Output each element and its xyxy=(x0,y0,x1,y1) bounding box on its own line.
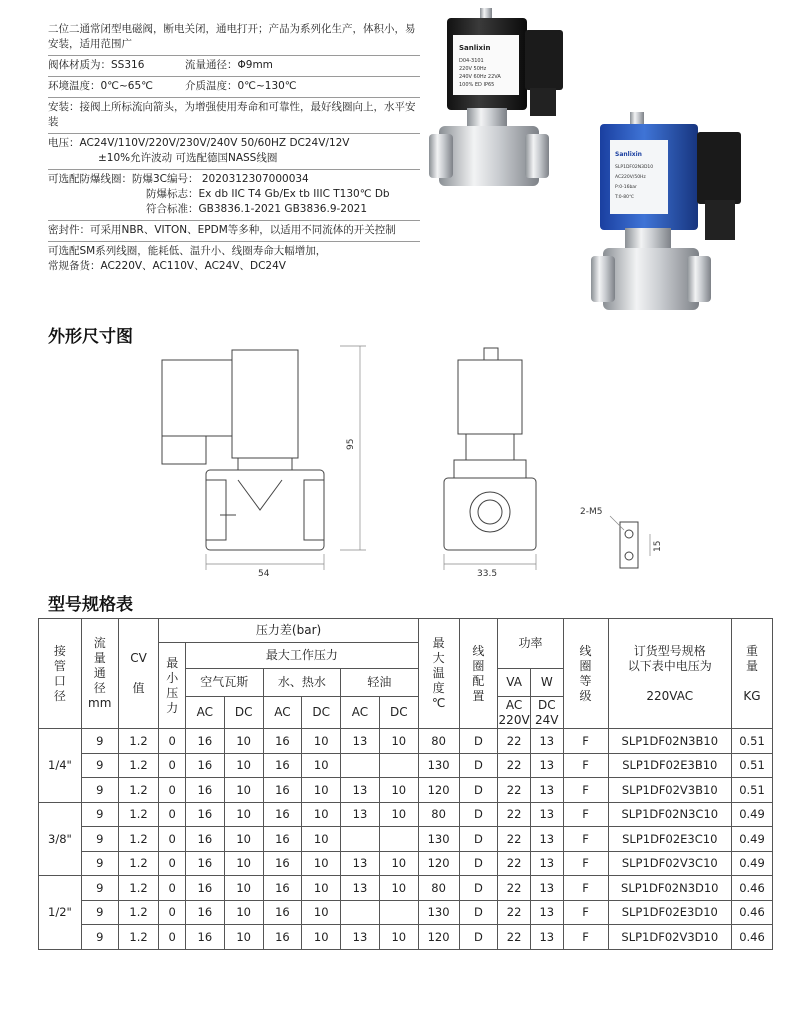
cell-oil-dc: 10 xyxy=(379,851,418,876)
spec-intro: 二位二通常闭型电磁阀，断电关闭，通电打开；产品为系列化生产，体积小，易安装，适用范围广 xyxy=(48,20,420,56)
cell-oil-dc: 10 xyxy=(379,729,418,754)
cell-air-dc: 10 xyxy=(224,876,263,901)
cell-kg: 0.46 xyxy=(732,925,773,950)
cell-min: 0 xyxy=(159,851,186,876)
table-row xyxy=(39,925,773,950)
cell-oil-ac: 13 xyxy=(341,802,380,827)
cell-temp: 80 xyxy=(418,802,459,827)
spec-ambient: 环境温度：0℃~65℃ xyxy=(48,80,153,92)
spec-table-body xyxy=(39,729,773,950)
cell-air-ac: 16 xyxy=(185,851,224,876)
cell-oil-ac: 13 xyxy=(341,729,380,754)
cell-va: 22 xyxy=(498,876,531,901)
cell-grade: F xyxy=(563,827,608,852)
cell-air-dc: 10 xyxy=(224,925,263,950)
cell-oil-ac xyxy=(341,900,380,925)
cell-water-dc: 10 xyxy=(302,827,341,852)
cell-va: 22 xyxy=(498,900,531,925)
cell-w: 13 xyxy=(530,729,563,754)
spec-voltage: 电压：AC24V/110V/220V/230V/240V 50/60HZ DC24V/12V ±10%允许波动 可选配德国NASS线圈 xyxy=(48,134,420,170)
cell-w: 13 xyxy=(530,827,563,852)
cell-air-ac: 16 xyxy=(185,925,224,950)
cell-oil-dc xyxy=(379,753,418,778)
spec-material: 阀体材质为：SS316 xyxy=(48,59,145,71)
cell-air-ac: 16 xyxy=(185,827,224,852)
spec-explosion-proof: 可选配防爆线圈：防爆3C编号： 2020312307000034 防爆标志：Ex db IIC T4 Gb/Ex tb IIIC T130℃ Db 符合标准：GB3836.1-2021 GB3836.9-2021 xyxy=(48,170,420,221)
spec-temperature-row xyxy=(48,77,420,98)
cell-oil-ac xyxy=(341,753,380,778)
header-dc24: DC 24V xyxy=(530,697,563,729)
dim-height: 95 xyxy=(346,438,356,450)
spec-description xyxy=(48,20,420,277)
cell-grade: F xyxy=(563,729,608,754)
cell-oil-dc: 10 xyxy=(379,876,418,901)
coil-label-1-line-2: 220V 50Hz xyxy=(459,66,487,72)
cell-port: 3/8" xyxy=(39,802,82,876)
table-row xyxy=(39,827,773,852)
cell-w: 13 xyxy=(530,802,563,827)
cell-air-dc: 10 xyxy=(224,851,263,876)
cell-min: 0 xyxy=(159,778,186,803)
cell-va: 22 xyxy=(498,729,531,754)
cell-model: SLP1DF02N3B10 xyxy=(608,729,732,754)
cell-grade: F xyxy=(563,851,608,876)
header-water: 水、热水 xyxy=(263,669,341,697)
valve-photo-blue-coil xyxy=(591,112,741,310)
cell-oil-ac xyxy=(341,827,380,852)
header-temp: 最大温度 ℃ xyxy=(418,619,459,729)
cell-temp: 80 xyxy=(418,876,459,901)
cell-va: 22 xyxy=(498,778,531,803)
brand-label-2: Sanlixin xyxy=(615,151,642,158)
cell-water-dc: 10 xyxy=(302,876,341,901)
front-view xyxy=(162,346,366,570)
cell-water-ac: 16 xyxy=(263,827,302,852)
cell-orifice: 9 xyxy=(81,753,118,778)
dim-holes: 2-M5 xyxy=(580,507,603,517)
header-min-pressure: 最小压力 xyxy=(159,643,186,729)
header-pressure: 压力差(bar) xyxy=(159,619,418,643)
cell-va: 22 xyxy=(498,827,531,852)
cell-orifice: 9 xyxy=(81,729,118,754)
cell-air-dc: 10 xyxy=(224,802,263,827)
cell-air-ac: 16 xyxy=(185,900,224,925)
cell-min: 0 xyxy=(159,753,186,778)
cell-kg: 0.49 xyxy=(732,827,773,852)
cell-port: 1/4" xyxy=(39,729,82,803)
model-spec-table xyxy=(38,618,773,950)
coil-label-1-line-3: 240V 60Hz 22VA xyxy=(459,74,501,80)
coil-label-1-line-1: D04-3101 xyxy=(459,58,484,64)
spec-material-row xyxy=(48,56,420,77)
cell-temp: 80 xyxy=(418,729,459,754)
cell-air-ac: 16 xyxy=(185,876,224,901)
table-row xyxy=(39,876,773,901)
cell-cv: 1.2 xyxy=(118,900,159,925)
header-max-pressure: 最大工作压力 xyxy=(185,643,418,669)
spec-medium: 介质温度：0℃~130℃ xyxy=(185,80,297,92)
cell-air-ac: 16 xyxy=(185,778,224,803)
cell-w: 13 xyxy=(530,900,563,925)
cell-model: SLP1DF02E3B10 xyxy=(608,753,732,778)
cell-kg: 0.46 xyxy=(732,900,773,925)
cell-coil: D xyxy=(459,900,498,925)
side-view xyxy=(444,348,536,570)
cell-water-ac: 16 xyxy=(263,925,302,950)
cell-cv: 1.2 xyxy=(118,778,159,803)
cell-grade: F xyxy=(563,802,608,827)
spec-install: 安装：接阀上所标流向箭头，为增强使用寿命和可靠性，最好线圈向上，水平安装 xyxy=(48,98,420,134)
header-air-dc: DC xyxy=(224,697,263,729)
brand-label-1: Sanlixin xyxy=(459,44,491,52)
cell-air-dc: 10 xyxy=(224,729,263,754)
cell-model: SLP1DF02V3D10 xyxy=(608,925,732,950)
cell-orifice: 9 xyxy=(81,827,118,852)
cell-kg: 0.49 xyxy=(732,851,773,876)
dimensions-heading: 外形尺寸图 xyxy=(48,327,133,347)
cell-water-ac: 16 xyxy=(263,900,302,925)
table-row xyxy=(39,851,773,876)
cell-grade: F xyxy=(563,876,608,901)
header-w: W xyxy=(530,669,563,697)
table-row xyxy=(39,778,773,803)
cell-oil-ac: 13 xyxy=(341,851,380,876)
cell-oil-dc: 10 xyxy=(379,925,418,950)
cell-water-ac: 16 xyxy=(263,802,302,827)
table-row xyxy=(39,900,773,925)
coil-label-1-line-4: 100% ED IP65 xyxy=(459,82,495,88)
header-oil: 轻油 xyxy=(341,669,419,697)
cell-coil: D xyxy=(459,778,498,803)
header-va: VA xyxy=(498,669,531,697)
cell-coil: D xyxy=(459,827,498,852)
cell-model: SLP1DF02E3D10 xyxy=(608,900,732,925)
cell-orifice: 9 xyxy=(81,778,118,803)
dim-hole-pitch: 15 xyxy=(653,540,663,552)
cell-air-dc: 10 xyxy=(224,753,263,778)
cell-kg: 0.46 xyxy=(732,876,773,901)
mounting-holes-view xyxy=(610,516,650,568)
cell-coil: D xyxy=(459,753,498,778)
product-photos xyxy=(425,0,785,318)
coil-label-2-line-2: AC220V/50Hz xyxy=(615,175,646,180)
cell-cv: 1.2 xyxy=(118,729,159,754)
cell-va: 22 xyxy=(498,851,531,876)
valve-photo-black-coil xyxy=(429,8,563,186)
cell-water-dc: 10 xyxy=(302,778,341,803)
cell-model: SLP1DF02V3C10 xyxy=(608,851,732,876)
cell-grade: F xyxy=(563,778,608,803)
cell-cv: 1.2 xyxy=(118,851,159,876)
header-oil-dc: DC xyxy=(379,697,418,729)
cell-temp: 130 xyxy=(418,753,459,778)
cell-air-ac: 16 xyxy=(185,802,224,827)
cell-air-dc: 10 xyxy=(224,900,263,925)
cell-water-dc: 10 xyxy=(302,925,341,950)
table-row xyxy=(39,729,773,754)
cell-va: 22 xyxy=(498,753,531,778)
cell-cv: 1.2 xyxy=(118,925,159,950)
cell-water-ac: 16 xyxy=(263,778,302,803)
cell-va: 22 xyxy=(498,802,531,827)
cell-orifice: 9 xyxy=(81,900,118,925)
cell-air-dc: 10 xyxy=(224,827,263,852)
cell-min: 0 xyxy=(159,876,186,901)
header-orifice: 流量通径 mm xyxy=(81,619,118,729)
cell-water-dc: 10 xyxy=(302,729,341,754)
cell-orifice: 9 xyxy=(81,876,118,901)
cell-oil-ac: 13 xyxy=(341,876,380,901)
header-port: 接管口径 xyxy=(39,619,82,729)
cell-min: 0 xyxy=(159,729,186,754)
cell-oil-dc: 10 xyxy=(379,802,418,827)
dim-width: 54 xyxy=(258,569,270,579)
cell-water-dc: 10 xyxy=(302,802,341,827)
cell-temp: 130 xyxy=(418,827,459,852)
cell-kg: 0.51 xyxy=(732,753,773,778)
cell-min: 0 xyxy=(159,827,186,852)
cell-coil: D xyxy=(459,729,498,754)
cell-orifice: 9 xyxy=(81,802,118,827)
cell-water-dc: 10 xyxy=(302,753,341,778)
header-order: 订货型号规格 以下表中电压为 220VAC xyxy=(608,619,732,729)
table-row xyxy=(39,802,773,827)
cell-model: SLP1DF02E3C10 xyxy=(608,827,732,852)
cell-va: 22 xyxy=(498,925,531,950)
header-water-dc: DC xyxy=(302,697,341,729)
cell-model: SLP1DF02N3C10 xyxy=(608,802,732,827)
cell-cv: 1.2 xyxy=(118,802,159,827)
cell-oil-ac: 13 xyxy=(341,778,380,803)
header-water-ac: AC xyxy=(263,697,302,729)
cell-w: 13 xyxy=(530,851,563,876)
cell-grade: F xyxy=(563,925,608,950)
cell-port: 1/2" xyxy=(39,876,82,950)
spec-coil-option: 可选配SM系列线圈，能耗低、温升小、线圈寿命大幅增加， 常规备货：AC220V、AC110V、AC24V、DC24V xyxy=(48,245,327,272)
header-air: 空气瓦斯 xyxy=(185,669,263,697)
cell-oil-dc xyxy=(379,900,418,925)
cell-air-dc: 10 xyxy=(224,778,263,803)
cell-w: 13 xyxy=(530,753,563,778)
header-power: 功率 xyxy=(498,619,563,669)
cell-temp: 120 xyxy=(418,778,459,803)
cell-grade: F xyxy=(563,753,608,778)
header-cv: CV 值 xyxy=(118,619,159,729)
cell-kg: 0.51 xyxy=(732,778,773,803)
coil-label-2-line-3: P:0-16bar xyxy=(615,185,637,190)
header-weight: 重量 KG xyxy=(732,619,773,729)
cell-water-ac: 16 xyxy=(263,851,302,876)
coil-label-2-line-1: SLP1DF02N3D10 xyxy=(615,165,654,170)
header-orifice-unit: mm xyxy=(88,696,112,710)
cell-model: SLP1DF02V3B10 xyxy=(608,778,732,803)
spec-table-heading: 型号规格表 xyxy=(48,595,133,615)
dim-depth: 33.5 xyxy=(477,569,498,579)
cell-min: 0 xyxy=(159,925,186,950)
cell-water-ac: 16 xyxy=(263,876,302,901)
coil-label-2-line-4: T:0-80℃ xyxy=(615,195,635,200)
dimension-drawing xyxy=(140,330,700,580)
cell-kg: 0.49 xyxy=(732,802,773,827)
cell-coil: D xyxy=(459,851,498,876)
cell-orifice: 9 xyxy=(81,925,118,950)
header-air-ac: AC xyxy=(185,697,224,729)
cell-model: SLP1DF02N3D10 xyxy=(608,876,732,901)
cell-air-ac: 16 xyxy=(185,753,224,778)
header-ac220: AC 220V xyxy=(498,697,530,727)
header-oil-ac: AC xyxy=(341,697,380,729)
cell-temp: 120 xyxy=(418,925,459,950)
table-row xyxy=(39,753,773,778)
cell-coil: D xyxy=(459,876,498,901)
cell-water-dc: 10 xyxy=(302,900,341,925)
cell-water-dc: 10 xyxy=(302,851,341,876)
cell-cv: 1.2 xyxy=(118,827,159,852)
cell-w: 13 xyxy=(530,925,563,950)
cell-oil-dc: 10 xyxy=(379,778,418,803)
cell-min: 0 xyxy=(159,900,186,925)
cell-water-ac: 16 xyxy=(263,729,302,754)
spec-orifice: 流量通径：Φ9mm xyxy=(185,59,273,71)
header-coil: 线圈配置 xyxy=(459,619,498,729)
spec-seal: 密封件：可采用NBR、VITON、EPDM等多种，以适用不同流体的开关控制 xyxy=(48,221,420,242)
cell-temp: 120 xyxy=(418,851,459,876)
cell-air-ac: 16 xyxy=(185,729,224,754)
cell-coil: D xyxy=(459,925,498,950)
cell-cv: 1.2 xyxy=(118,876,159,901)
cell-cv: 1.2 xyxy=(118,753,159,778)
cell-water-ac: 16 xyxy=(263,753,302,778)
cell-grade: F xyxy=(563,900,608,925)
cell-oil-dc xyxy=(379,827,418,852)
cell-temp: 130 xyxy=(418,900,459,925)
cell-min: 0 xyxy=(159,802,186,827)
header-grade: 线圈等级 xyxy=(563,619,608,729)
cell-oil-ac: 13 xyxy=(341,925,380,950)
cell-w: 13 xyxy=(530,876,563,901)
cell-coil: D xyxy=(459,802,498,827)
cell-kg: 0.51 xyxy=(732,729,773,754)
cell-w: 13 xyxy=(530,778,563,803)
cell-orifice: 9 xyxy=(81,851,118,876)
